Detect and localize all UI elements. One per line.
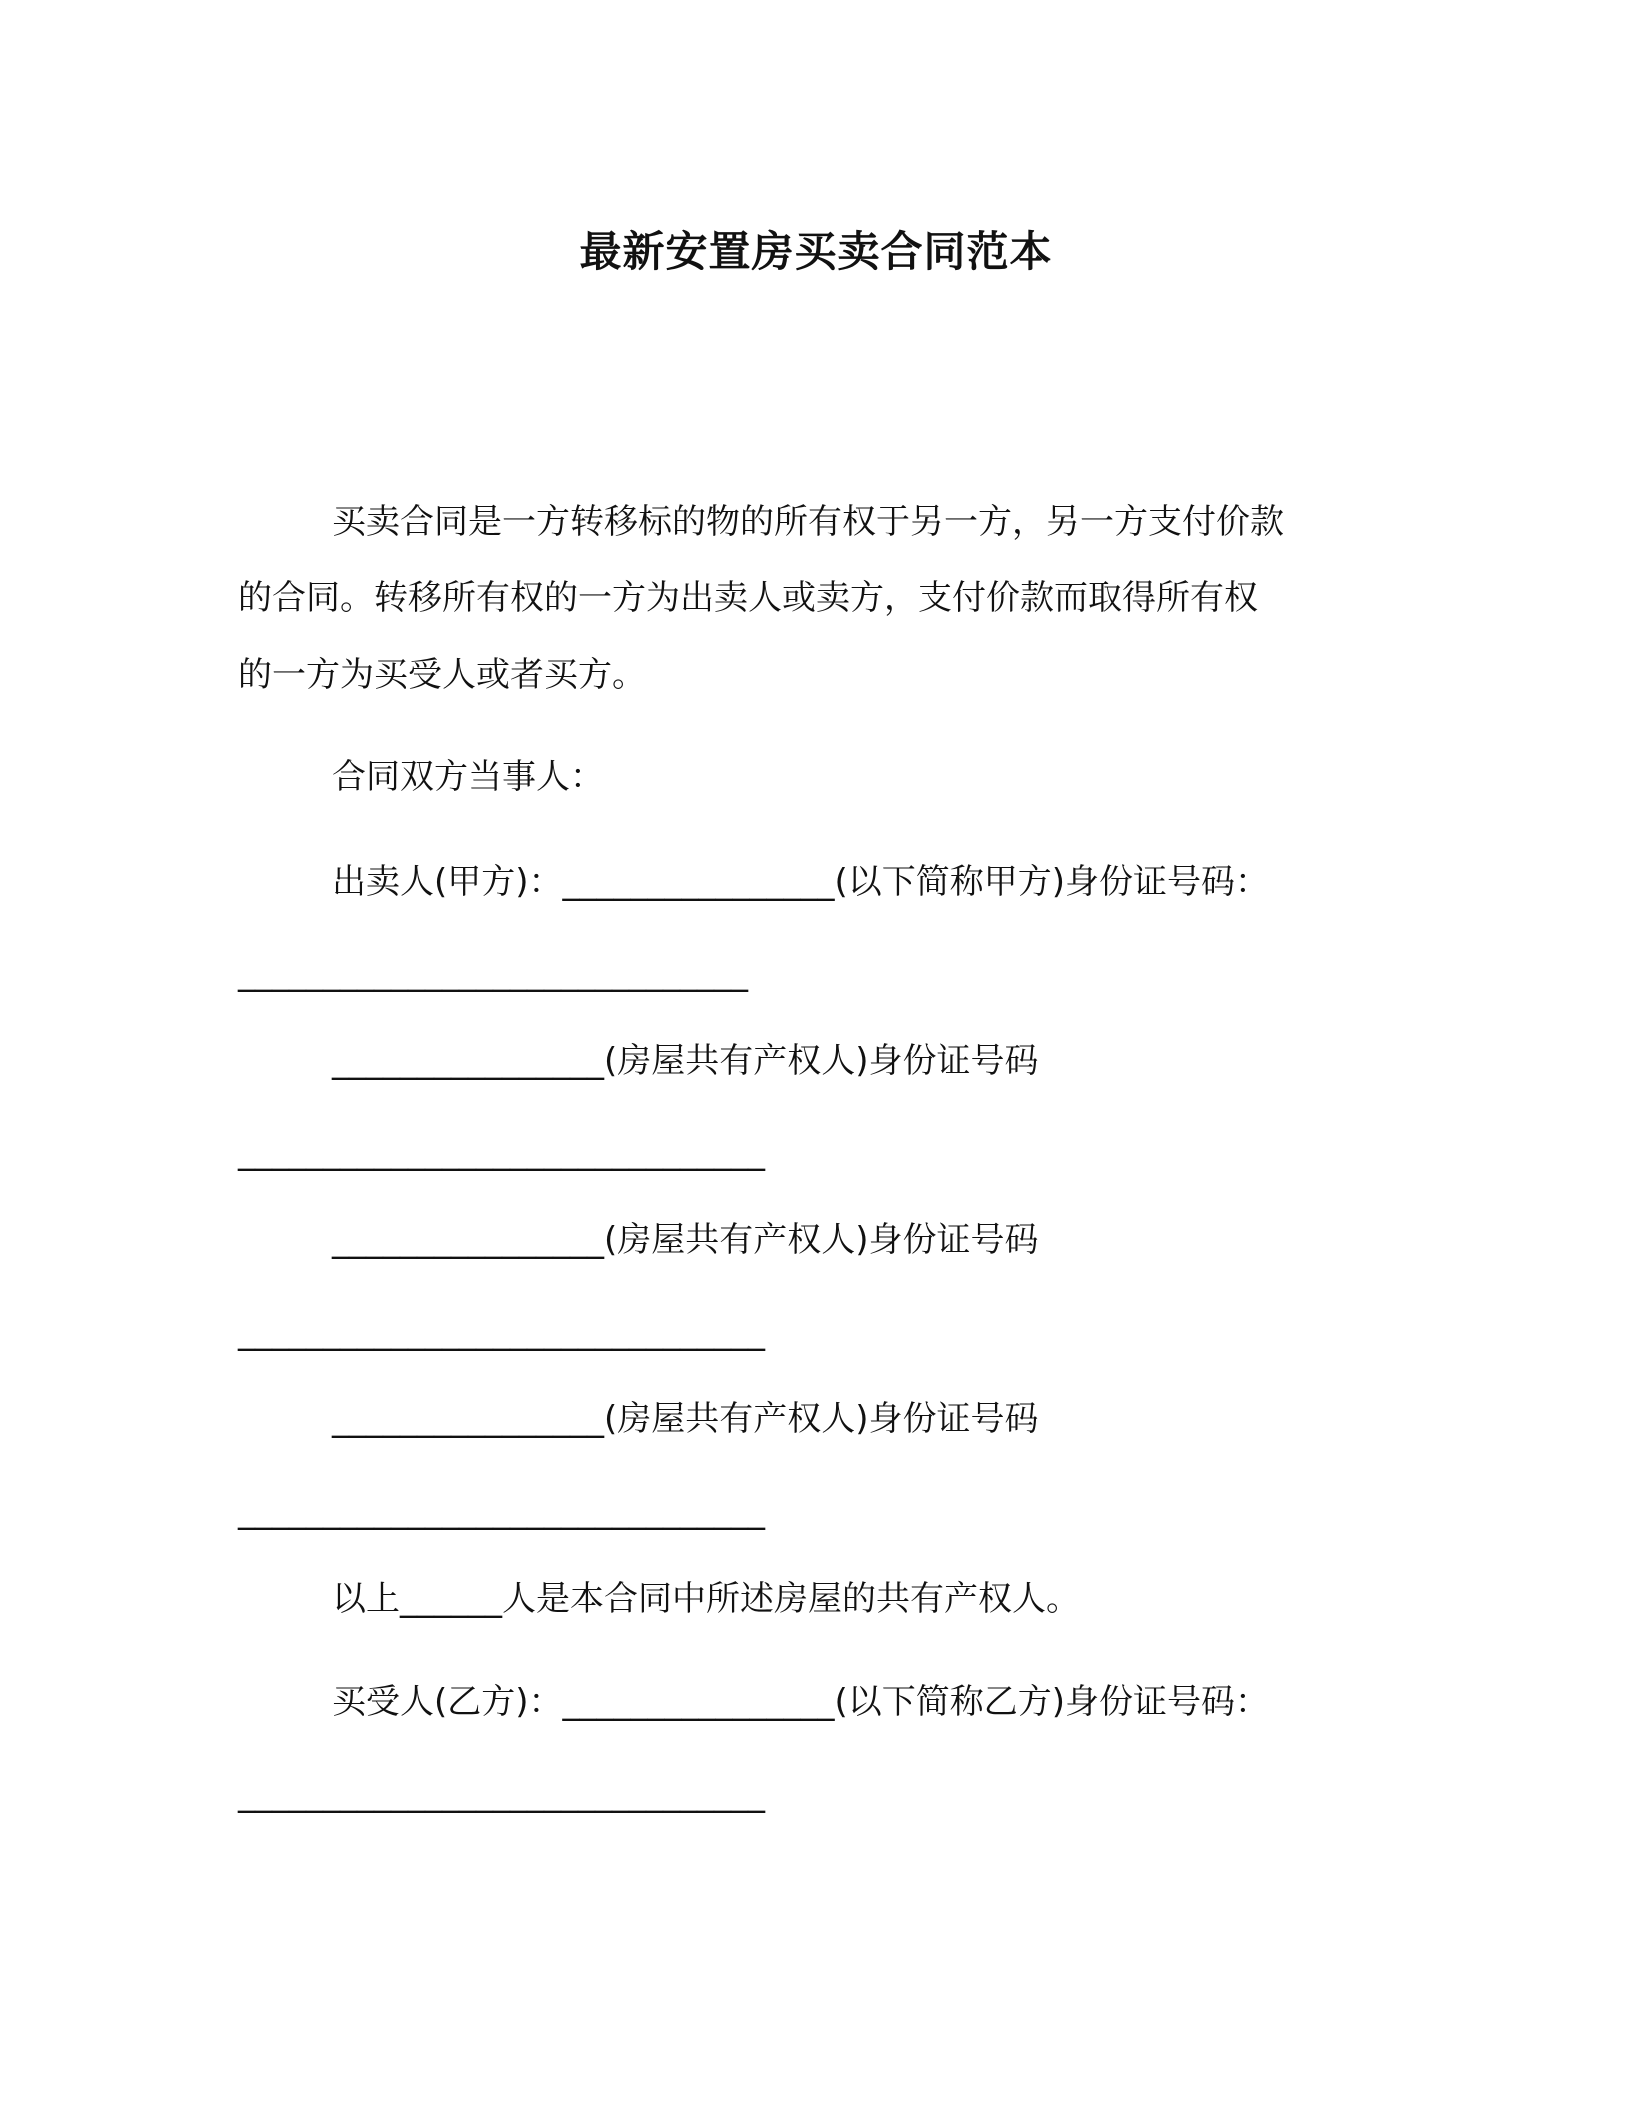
buyer-suffix: (以下简称乙方)身份证号码： bbox=[834, 1682, 1270, 1722]
co-owner-line-1 bbox=[332, 1036, 1039, 1086]
seller-suffix: (以下简称甲方)身份证号码： bbox=[834, 862, 1270, 902]
buyer-id-blank: _______________________________ bbox=[238, 1774, 765, 1814]
co-owner-id-blank-2: _______________________________ bbox=[238, 1312, 765, 1352]
buyer-line bbox=[332, 1677, 1269, 1727]
co-owner-id-blank-3: _______________________________ bbox=[238, 1491, 765, 1531]
co-owner-label: (房屋共有产权人)身份证号码 bbox=[604, 1399, 1039, 1439]
buyer-name-blank: ________________ bbox=[562, 1682, 835, 1722]
co-owner-name-blank: ________________ bbox=[332, 1220, 604, 1260]
seller-name-blank: ________________ bbox=[562, 862, 835, 902]
seller-id-blank: ______________________________ bbox=[238, 953, 748, 993]
seller-line bbox=[332, 857, 1269, 907]
co-owner-label: (房屋共有产权人)身份证号码 bbox=[604, 1220, 1039, 1260]
document-title: 最新安置房买卖合同范本 bbox=[579, 227, 1053, 276]
co-owner-id-blank-1: _______________________________ bbox=[238, 1132, 765, 1172]
intro-line-1: 买卖合同是一方转移标的物的所有权于另一方，另一方支付价款 bbox=[332, 502, 1284, 542]
intro-line-3: 的一方为买受人或者买方。 bbox=[238, 655, 646, 695]
co-owner-line-3 bbox=[332, 1394, 1039, 1444]
summary-count-blank: ______ bbox=[400, 1579, 502, 1619]
co-owner-name-blank: ________________ bbox=[332, 1041, 604, 1081]
summary-prefix: 以上 bbox=[332, 1579, 400, 1619]
summary-suffix: 人是本合同中所述房屋的共有产权人。 bbox=[502, 1579, 1080, 1619]
co-owner-label: (房屋共有产权人)身份证号码 bbox=[604, 1041, 1039, 1081]
seller-label: 出卖人(甲方)： bbox=[332, 862, 563, 902]
co-owner-summary bbox=[332, 1574, 1080, 1624]
intro-line-2: 的合同。转移所有权的一方为出卖人或卖方，支付价款而取得所有权 bbox=[238, 578, 1258, 618]
co-owner-name-blank: ________________ bbox=[332, 1399, 604, 1439]
parties-heading: 合同双方当事人： bbox=[332, 757, 604, 797]
co-owner-line-2 bbox=[332, 1215, 1039, 1265]
buyer-label: 买受人(乙方)： bbox=[332, 1682, 563, 1722]
